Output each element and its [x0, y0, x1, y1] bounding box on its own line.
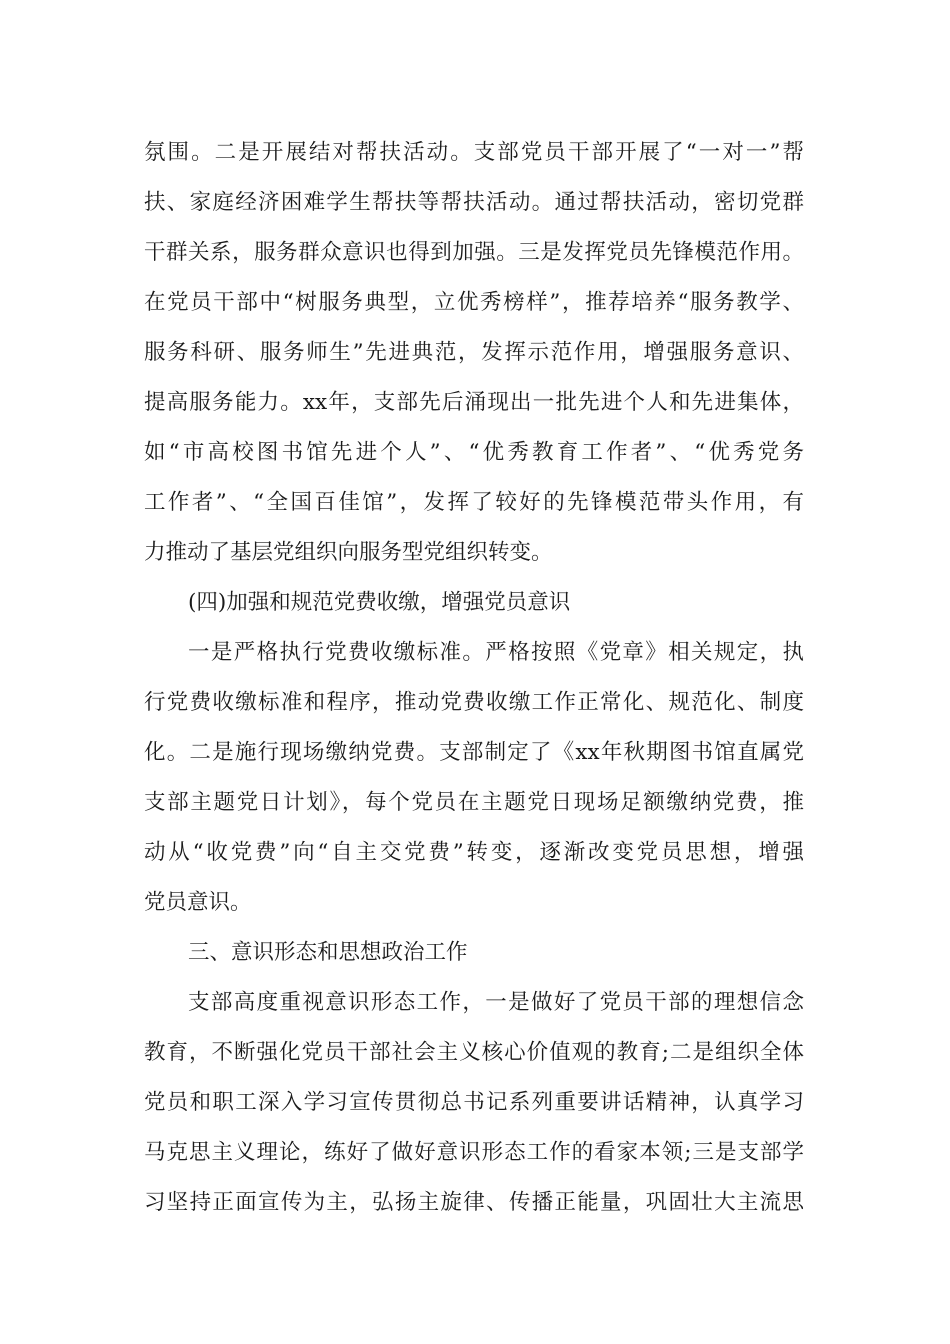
text-line: 干群关系，服务群众意识也得到加强。三是发挥党员先锋模范作用。 — [144, 240, 804, 265]
text-line: 支部主题党日计划》，每个党员在主题党日现场足额缴纳党费，推 — [144, 790, 804, 815]
text-line: 党员意识。 — [144, 890, 252, 915]
text-line: 工作者”、“全国百佳馆”，发挥了较好的先锋模范带头作用，有 — [144, 490, 804, 515]
text-line: 氛围。二是开展结对帮扶活动。支部党员干部开展了“一对一”帮 — [144, 140, 804, 165]
section-heading: (四)加强和规范党费收缴，增强党员意识 — [188, 590, 571, 615]
text-line: 扶、家庭经济困难学生帮扶等帮扶活动。通过帮扶活动，密切党群 — [144, 190, 804, 215]
text-line: 一是严格执行党费收缴标准。严格按照《党章》相关规定，执 — [188, 640, 804, 665]
text-line: 如“市高校图书馆先进个人”、“优秀教育工作者”、“优秀党务 — [144, 440, 804, 465]
text-line: 党员和职工深入学习宣传贯彻总书记系列重要讲话精神，认真学习 — [144, 1090, 804, 1115]
text-line: 提高服务能力。xx年，支部先后涌现出一批先进个人和先进集体， — [144, 390, 804, 415]
text-line: 在党员干部中“树服务典型，立优秀榜样”，推荐培养“服务教学、 — [144, 290, 804, 315]
text-line: 化。二是施行现场缴纳党费。支部制定了《xx年秋期图书馆直属党 — [144, 740, 804, 765]
text-line: 行党费收缴标准和程序，推动党费收缴工作正常化、规范化、制度 — [144, 690, 804, 715]
text-line: 支部高度重视意识形态工作，一是做好了党员干部的理想信念 — [188, 990, 804, 1015]
text-line: 教育，不断强化党员干部社会主义核心价值观的教育;二是组织全体 — [144, 1040, 804, 1065]
section-heading: 三、意识形态和思想政治工作 — [188, 940, 468, 965]
text-line: 马克思主义理论，练好了做好意识形态工作的看家本领;三是支部学 — [144, 1140, 804, 1165]
text-line: 习坚持正面宣传为主，弘扬主旋律、传播正能量，巩固壮大主流思 — [144, 1190, 804, 1215]
text-line: 动从“收党费”向“自主交党费”转变，逐渐改变党员思想，增强 — [144, 840, 804, 865]
text-line: 力推动了基层党组织向服务型党组织转变。 — [144, 540, 553, 565]
body-text — [144, 128, 804, 1228]
text-line: 服务科研、服务师生”先进典范，发挥示范作用，增强服务意识、 — [144, 340, 804, 365]
